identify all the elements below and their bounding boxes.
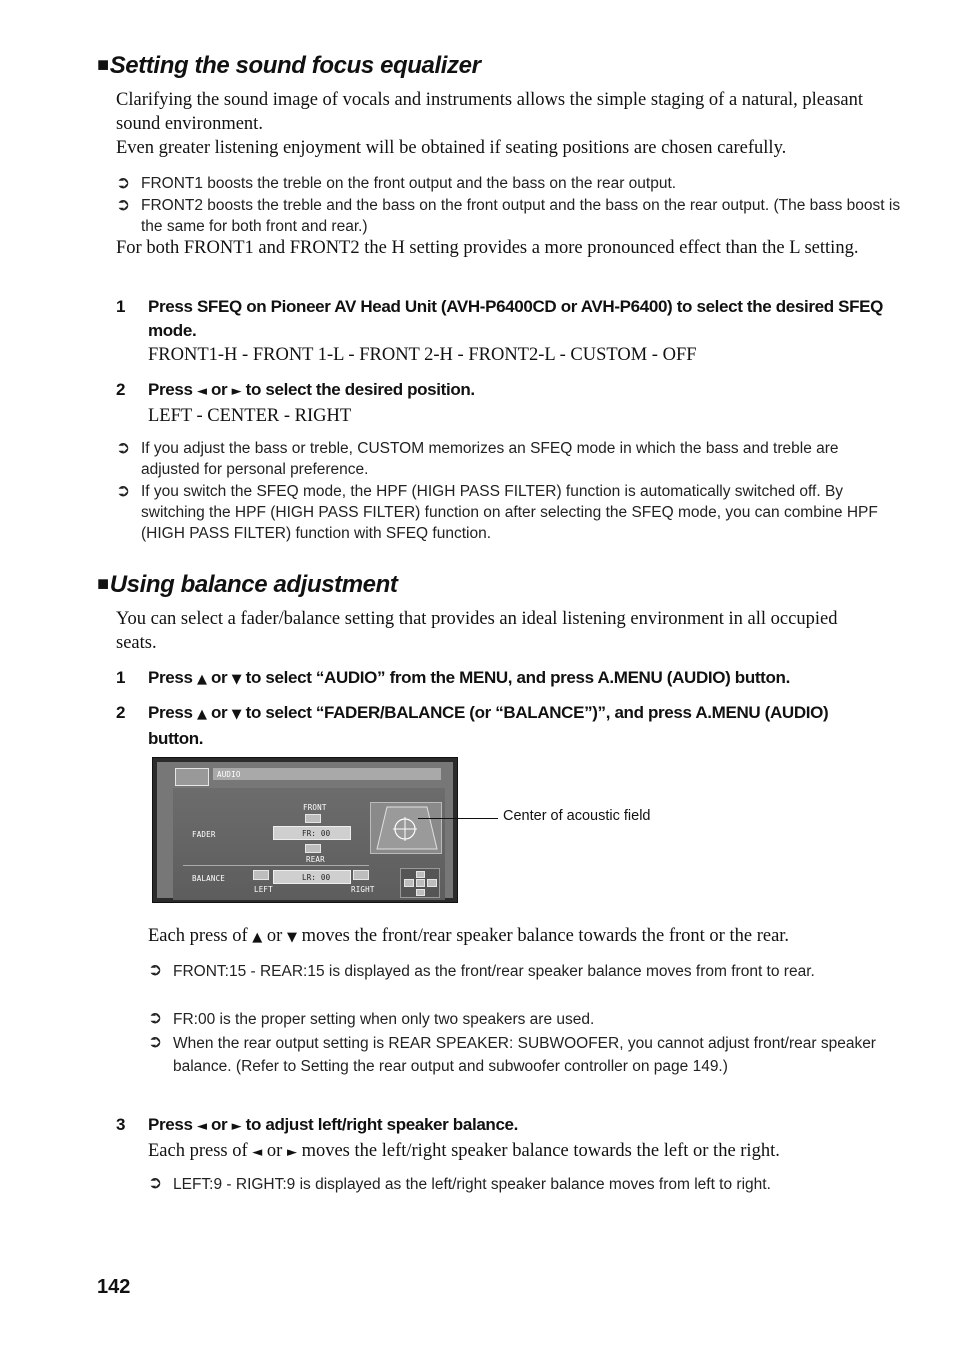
note xyxy=(116,438,901,480)
text: or xyxy=(206,668,232,687)
direction-pad-icon[interactable] xyxy=(400,868,440,898)
note xyxy=(116,481,901,544)
left-label: LEFT xyxy=(254,885,273,894)
callout-label: Center of acoustic field xyxy=(503,808,651,824)
text: Press xyxy=(148,380,197,399)
right-arrow-icon: ► xyxy=(231,1119,242,1134)
pad-left[interactable] xyxy=(404,879,414,887)
note-arrow-icon: ➲ xyxy=(116,481,131,501)
left-arrow-icon: ◄ xyxy=(252,1145,263,1160)
text: moves the front/rear speaker balance towards the front or the rear. xyxy=(296,926,790,946)
note-text: LEFT:9 - RIGHT:9 is displayed as the left/right speaker balance moves from left to right. xyxy=(173,1176,771,1193)
left-button[interactable] xyxy=(253,870,269,880)
text: or xyxy=(206,1115,232,1134)
intro-paragraph xyxy=(116,88,881,160)
note-text: When the rear output setting is REAR SPEAKER: SUBWOOFER, you cannot adjust front/rear speaker balance. (Refer to Setting the rear output and subwoofer controller on page 149.) xyxy=(173,1035,876,1075)
step-1 xyxy=(116,666,886,692)
body-paragraph xyxy=(116,236,881,260)
up-arrow-icon: ▲ xyxy=(252,930,263,945)
heading-marker: ■ xyxy=(97,54,109,76)
right-arrow-icon: ► xyxy=(286,1145,297,1160)
pad-down[interactable] xyxy=(416,889,425,896)
intro-line: Clarifying the sound image of vocals and instruments allows the simple staging of a natural, pleasant sound environment. xyxy=(116,90,864,134)
step-number: 2 xyxy=(116,380,126,399)
intro-text: You can select a fader/balance setting that provides an ideal listening environment in all occupied seats. xyxy=(116,609,838,653)
note-text: FRONT:15 - REAR:15 is displayed as the front/rear speaker balance moves from front to rear. xyxy=(173,963,815,980)
note-text: FR:00 is the proper setting when only two speakers are used. xyxy=(173,1011,595,1028)
divider xyxy=(183,865,369,866)
section-heading-sound-focus xyxy=(97,51,481,80)
rear-label: REAR xyxy=(306,855,325,864)
step-title xyxy=(148,666,886,692)
text: to adjust left/right speaker balance. xyxy=(241,1115,519,1134)
step-description: LEFT - CENTER - RIGHT xyxy=(148,406,352,426)
note-arrow-icon: ➲ xyxy=(148,1008,163,1028)
pad-up[interactable] xyxy=(416,871,425,878)
step-title xyxy=(148,1113,886,1139)
down-arrow-icon: ▼ xyxy=(286,930,297,945)
rear-button[interactable] xyxy=(305,844,321,853)
note-text: FRONT2 boosts the treble and the bass on the front output and the bass on the rear output. (The bass boost is the same for both front and rear.) xyxy=(141,197,901,235)
audio-label: AUDIO xyxy=(217,770,241,779)
note-arrow-icon: ➲ xyxy=(116,195,131,215)
note xyxy=(148,1032,888,1078)
up-arrow-icon: ▲ xyxy=(196,707,207,722)
note-arrow-icon: ➲ xyxy=(148,1173,163,1193)
text: to select “FADER/BALANCE (or “BALANCE”)”, and press A.MENU (AUDIO) button. xyxy=(148,703,829,748)
step-number: 1 xyxy=(116,668,126,687)
balance-value: LR: 00 xyxy=(302,873,331,882)
text: to select “AUDIO” from the MENU, and press A.MENU (AUDIO) button. xyxy=(241,668,790,687)
note-text: If you switch the SFEQ mode, the HPF (HIGH PASS FILTER) function is automatically switched off. By switching the HPF (HIGH PASS FILTER) function on after selecting the SFEQ mode, you can combine HPF (HIGH PASS FILTER) function with SFEQ function. xyxy=(141,483,878,542)
pad-right[interactable] xyxy=(427,879,437,887)
acoustic-field xyxy=(370,802,442,854)
note-arrow-icon: ➲ xyxy=(116,173,131,193)
balance-label: BALANCE xyxy=(192,874,226,883)
front-label: FRONT xyxy=(303,803,327,812)
screen-background xyxy=(157,762,453,898)
note xyxy=(148,1173,913,1196)
note-text: FRONT1 boosts the treble on the front output and the bass on the rear output. xyxy=(141,175,677,192)
text: or xyxy=(262,1141,287,1161)
note-arrow-icon: ➲ xyxy=(148,1032,163,1052)
heading-text: Using balance adjustment xyxy=(109,571,398,598)
left-arrow-icon: ◄ xyxy=(196,384,207,399)
text: or xyxy=(206,380,232,399)
fader-balance-screen xyxy=(152,757,458,903)
text: Press xyxy=(148,668,197,687)
note xyxy=(116,173,901,194)
down-arrow-icon: ▼ xyxy=(231,672,242,687)
body-text xyxy=(148,924,888,950)
text: to select the desired position. xyxy=(241,380,475,399)
step-1 xyxy=(116,295,886,367)
right-button[interactable] xyxy=(353,870,369,880)
down-arrow-icon: ▼ xyxy=(231,707,242,722)
step-2 xyxy=(116,701,886,751)
section-heading-balance xyxy=(97,570,398,599)
fader-value: FR: 00 xyxy=(302,829,331,838)
step-2 xyxy=(116,378,886,428)
note-text: If you adjust the bass or treble, CUSTOM memorizes an SFEQ mode in which the bass and treble are adjusted for personal preference. xyxy=(141,440,839,478)
up-arrow-icon: ▲ xyxy=(196,672,207,687)
note-arrow-icon: ➲ xyxy=(116,438,131,458)
intro-line: Even greater listening enjoyment will be obtained if seating positions are chosen carefully. xyxy=(116,138,787,158)
pad-center[interactable] xyxy=(416,879,425,887)
text: Press xyxy=(148,703,197,722)
text: or xyxy=(206,703,232,722)
body-text: For both FRONT1 and FRONT2 the H setting provides a more pronounced effect than the L setting. xyxy=(116,238,859,258)
step-title: Press SFEQ on Pioneer AV Head Unit (AVH-P6400CD or AVH-P6400) to select the desired SFEQ mode. xyxy=(148,297,884,340)
intro-paragraph xyxy=(116,607,881,655)
page-number: 142 xyxy=(97,1276,131,1298)
note xyxy=(148,1008,888,1031)
step-description xyxy=(148,1139,886,1165)
right-label: RIGHT xyxy=(351,885,375,894)
step-title xyxy=(148,378,886,404)
fader-label: FADER xyxy=(192,830,216,839)
step-3 xyxy=(116,1113,886,1165)
note xyxy=(148,960,888,983)
step-number: 2 xyxy=(116,703,126,722)
text: moves the left/right speaker balance towards the left or the right. xyxy=(296,1141,780,1161)
step-number: 3 xyxy=(116,1115,126,1134)
text: or xyxy=(262,926,287,946)
acoustic-field-diagram xyxy=(371,803,443,855)
callout-leader-line xyxy=(418,818,498,819)
front-button[interactable] xyxy=(305,814,321,823)
each-press-paragraph xyxy=(148,924,888,950)
step-title xyxy=(148,701,886,751)
note-arrow-icon: ➲ xyxy=(148,960,163,980)
text: Each press of xyxy=(148,926,253,946)
title-bar xyxy=(213,768,441,780)
heading-marker: ■ xyxy=(97,573,109,595)
step-description: FRONT1-H - FRONT 1-L - FRONT 2-H - FRONT2-L - CUSTOM - OFF xyxy=(148,345,697,365)
step-number: 1 xyxy=(116,297,126,316)
source-icon xyxy=(175,768,209,786)
text: Each press of xyxy=(148,1141,253,1161)
left-arrow-icon: ◄ xyxy=(196,1119,207,1134)
right-arrow-icon: ► xyxy=(231,384,242,399)
note xyxy=(116,195,901,237)
heading-text: Setting the sound focus equalizer xyxy=(109,52,481,79)
text: Press xyxy=(148,1115,197,1134)
